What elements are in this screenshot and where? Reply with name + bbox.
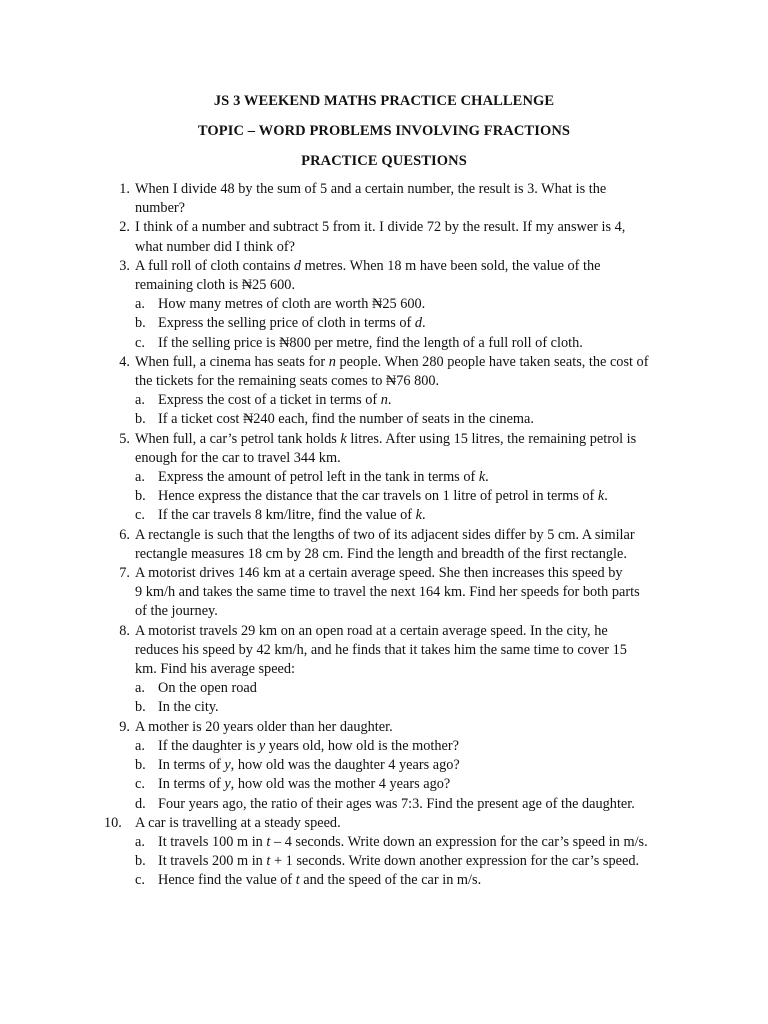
- sub-question-letter: b.: [135, 699, 146, 716]
- sub-question-list: [0, 833, 768, 891]
- sub-question-text: In terms of y, how old was the mother 4 years ago?: [158, 776, 451, 793]
- question-number: 5.: [119, 430, 130, 447]
- sub-question: [0, 775, 768, 794]
- sub-question-text: Four years ago, the ratio of their ages was 7:3. Find the present age of the daughter.: [158, 795, 635, 812]
- sub-question-letter: a.: [135, 737, 145, 754]
- sub-question-letter: b.: [135, 411, 146, 428]
- question-number: 7.: [119, 565, 130, 582]
- question-body: [0, 218, 768, 256]
- sub-question-list: [0, 468, 768, 526]
- sub-question: [0, 334, 768, 353]
- question-body: [0, 718, 768, 737]
- sub-question-text: In the city.: [158, 699, 219, 716]
- sub-question-text: Express the selling price of cloth in terms of d.: [158, 315, 426, 332]
- sub-question-letter: c.: [135, 776, 145, 793]
- sub-question: [0, 852, 768, 871]
- question-body: [0, 622, 768, 680]
- question-text: A motorist travels 29 km on an open road at a certain average speed. In the city, he reduces his speed by 42 km/h, and he finds that it takes him the same time to cover 15 km. Find his average speed:: [135, 622, 627, 678]
- question-number: 1.: [119, 181, 130, 197]
- question-item: [0, 353, 768, 430]
- question-body: [0, 430, 768, 468]
- sub-question-letter: c.: [135, 334, 145, 351]
- sub-question-text: In terms of y, how old was the daughter 4 years ago?: [158, 757, 460, 774]
- question-item: [0, 564, 768, 622]
- question-number: 8.: [119, 622, 130, 639]
- question-item: [0, 526, 768, 564]
- sub-question-text: If the daughter is y years old, how old is the mother?: [158, 737, 459, 754]
- sub-question-letter: c.: [135, 507, 145, 524]
- question-text: I think of a number and subtract 5 from it. I divide 72 by the result. If my answer is 4, what number did I think of?: [135, 219, 626, 255]
- sub-question: [0, 410, 768, 429]
- sub-question-list: [0, 391, 768, 429]
- question-item: [0, 718, 768, 814]
- question-body: [0, 180, 768, 218]
- sub-question-list: [0, 295, 768, 353]
- sub-question: [0, 468, 768, 487]
- sub-question-text: Express the cost of a ticket in terms of n.: [158, 392, 392, 409]
- question-list: [0, 180, 768, 891]
- sub-question-text: If a ticket cost ₦240 each, find the number of seats in the cinema.: [158, 411, 534, 428]
- sub-question-letter: b.: [135, 853, 146, 870]
- sub-question-text: Express the amount of petrol left in the tank in terms of k.: [158, 469, 489, 486]
- sub-question: [0, 833, 768, 852]
- topic-heading: TOPIC – WORD PROBLEMS INVOLVING FRACTIONS: [197, 123, 571, 139]
- question-text: A car is travelling at a steady speed.: [135, 814, 341, 831]
- sub-question-text: Hence express the distance that the car travels on 1 litre of petrol in terms of k.: [158, 488, 608, 505]
- question-text: A rectangle is such that the lengths of two of its adjacent sides differ by 5 cm. A similar rectangle measures 18 cm by 28 cm. Find the length and breadth of the first rectangle.: [135, 526, 635, 562]
- sub-question-letter: a.: [135, 680, 145, 697]
- sub-question-text: How many metres of cloth are worth ₦25 600.: [158, 296, 426, 313]
- question-number: 4.: [119, 353, 130, 370]
- sub-question-letter: b.: [135, 488, 146, 505]
- sub-question-text: It travels 100 m in t – 4 seconds. Write down an expression for the car’s speed in m/s.: [158, 833, 648, 850]
- question-body: [0, 564, 768, 622]
- sub-question-text: On the open road: [158, 680, 257, 697]
- sub-question-letter: a.: [135, 469, 145, 486]
- question-number: 3.: [119, 257, 130, 274]
- sub-question: [0, 506, 768, 525]
- sub-question-text: If the selling price is ₦800 per metre, find the length of a full roll of cloth.: [158, 334, 583, 351]
- question-number: 2.: [119, 219, 130, 236]
- sub-question: [0, 295, 768, 314]
- question-text: A full roll of cloth contains d metres. When 18 m have been sold, the value of the remaining cloth is ₦25 600.: [135, 257, 601, 294]
- sub-question-text: If the car travels 8 km/litre, find the value of k.: [158, 507, 426, 524]
- question-item: [0, 622, 768, 718]
- sub-question-letter: b.: [135, 315, 146, 332]
- question-item: [0, 180, 768, 218]
- question-text: A motorist drives 146 km at a certain average speed. She then increases this speed by 9 km/h and takes the same time to travel the next 164 km. Find her speeds for both parts of the journey.: [135, 565, 640, 620]
- question-item: [0, 430, 768, 526]
- question-number: 10.: [104, 814, 122, 831]
- sub-question: [0, 314, 768, 333]
- question-text: A mother is 20 years older than her daughter.: [135, 718, 393, 735]
- sub-question-letter: c.: [135, 872, 145, 889]
- sub-question-list: [0, 737, 768, 814]
- question-text: When full, a cinema has seats for n people. When 280 people have taken seats, the cost of the tickets for the remaining seats comes to ₦76 800.: [135, 353, 649, 390]
- question-item: [0, 257, 768, 353]
- question-body: [0, 526, 768, 564]
- question-body: [0, 814, 768, 833]
- sub-question: [0, 487, 768, 506]
- sub-question: [0, 391, 768, 410]
- question-number: 6.: [119, 526, 130, 543]
- question-item: [0, 218, 768, 256]
- question-text: When full, a car’s petrol tank holds k litres. After using 15 litres, the remaining petrol is enough for the car to travel 344 km.: [135, 430, 637, 466]
- question-body: [0, 353, 768, 391]
- sub-question: [0, 871, 768, 890]
- sub-question-letter: a.: [135, 296, 145, 313]
- sub-question-text: It travels 200 m in t + 1 seconds. Write down another expression for the car’s speed.: [158, 853, 640, 870]
- sub-question: [0, 679, 768, 698]
- sub-question-letter: a.: [135, 392, 145, 409]
- question-body: [0, 257, 768, 295]
- sub-question: [0, 698, 768, 717]
- sub-question-list: [0, 679, 768, 717]
- sub-question-letter: a.: [135, 833, 145, 850]
- question-item: [0, 814, 768, 891]
- section-heading: PRACTICE QUESTIONS: [301, 153, 467, 169]
- sub-question: [0, 737, 768, 756]
- sub-question-letter: b.: [135, 757, 146, 774]
- sub-question: [0, 756, 768, 775]
- sub-question-text: Hence find the value of t and the speed of the car in m/s.: [158, 872, 482, 889]
- sub-question: [0, 795, 768, 814]
- sub-question-letter: d.: [135, 795, 146, 812]
- question-text: When I divide 48 by the sum of 5 and a certain number, the result is 3. What is the number?: [135, 181, 607, 217]
- document-title: JS 3 WEEKEND MATHS PRACTICE CHALLENGE: [213, 93, 555, 109]
- question-number: 9.: [119, 718, 130, 735]
